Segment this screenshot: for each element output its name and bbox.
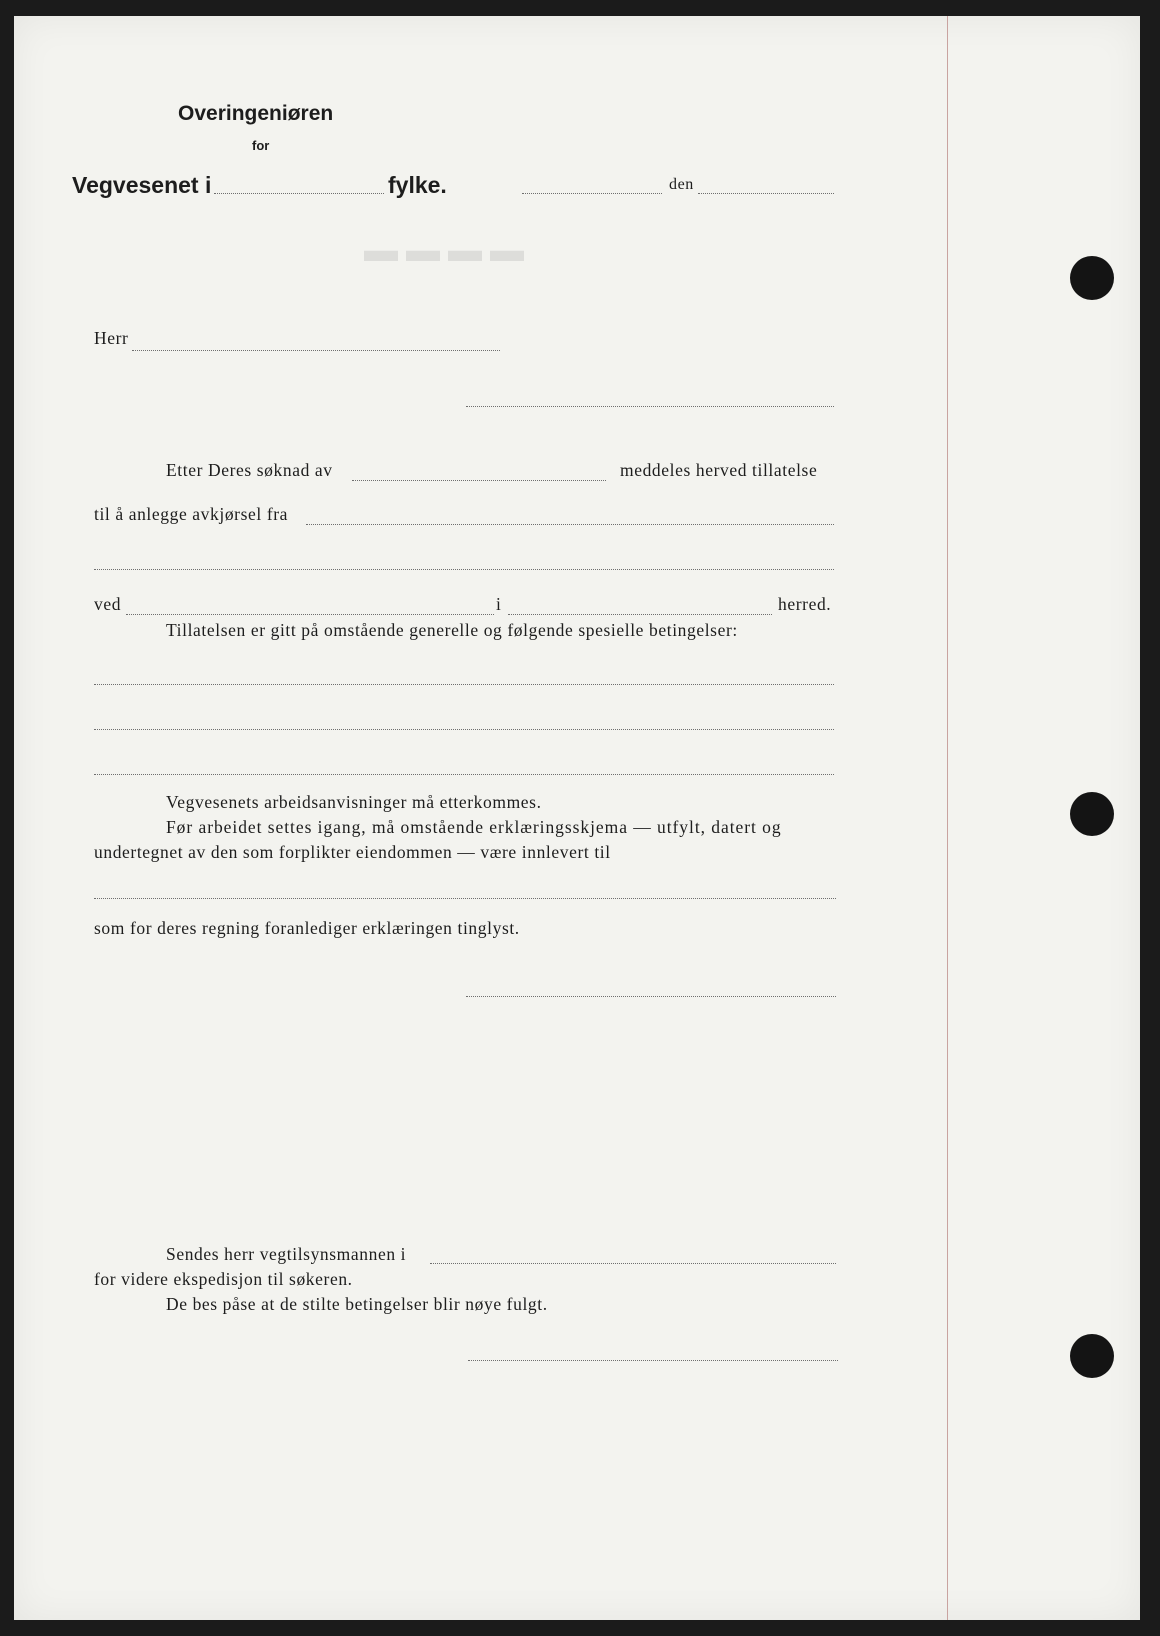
punch-hole-bottom xyxy=(1070,1334,1114,1378)
instruction-line-1: Vegvesenets arbeidsanvisninger må etterkommes. xyxy=(166,792,542,812)
location-suffix: herred. xyxy=(778,594,832,614)
conditions-intro: Tillatelsen er gitt på omstående generelle og følgende spesielle betingelser: xyxy=(166,620,738,640)
location-prefix: ved xyxy=(94,594,122,614)
application-prefix: Etter Deres søknad av xyxy=(166,460,333,480)
signature-line-2[interactable] xyxy=(468,1360,838,1361)
condition-line-2[interactable] xyxy=(94,729,834,730)
access-from-field-cont[interactable] xyxy=(94,569,834,570)
date-field[interactable] xyxy=(698,193,834,194)
forwarding-line-2: for videre ekspedisjon til søkeren. xyxy=(94,1269,353,1289)
signature-line-1[interactable] xyxy=(466,996,836,997)
form-sheet xyxy=(14,16,1140,1620)
margin-rule xyxy=(947,16,948,1620)
place-field[interactable] xyxy=(522,193,662,194)
page-title: Overingeniøren xyxy=(178,102,334,125)
date-label: den xyxy=(669,176,694,193)
instruction-line-4: som for deres regning foranlediger erklæringen tinglyst. xyxy=(94,918,520,938)
submit-to-field[interactable] xyxy=(94,898,836,899)
instruction-line-3: undertegnet av den som forplikter eiendommen — være innlevert til xyxy=(94,842,611,862)
condition-line-3[interactable] xyxy=(94,774,834,775)
for-label: for xyxy=(252,138,270,153)
office-suffix: fylke. xyxy=(388,172,447,198)
county-field[interactable] xyxy=(214,193,384,194)
location-middle: i xyxy=(496,594,502,614)
bleed-through-mark: ▬▬▬▬ xyxy=(364,232,532,269)
addressee-name-field[interactable] xyxy=(132,350,500,351)
application-suffix: meddeles herved tillatelse xyxy=(620,460,818,480)
district-field[interactable] xyxy=(508,614,772,615)
forwarding-line-1: Sendes herr vegtilsynsmannen i xyxy=(166,1244,407,1264)
access-line: til å anlegge avkjørsel fra xyxy=(94,504,289,524)
punch-hole-middle xyxy=(1070,792,1114,836)
road-field[interactable] xyxy=(126,614,494,615)
inspector-district-field[interactable] xyxy=(430,1263,836,1264)
application-date-field[interactable] xyxy=(352,480,606,481)
access-from-field[interactable] xyxy=(306,524,834,525)
punch-hole-top xyxy=(1070,256,1114,300)
condition-line-1[interactable] xyxy=(94,684,834,685)
addressee-address-field[interactable] xyxy=(466,406,834,407)
addressee-label: Herr xyxy=(94,328,129,348)
instruction-line-2: Før arbeidet settes igang, må omstående erklæringsskjema — utfylt, datert og xyxy=(166,817,782,837)
forwarding-line-3: De bes påse at de stilte betingelser blir nøye fulgt. xyxy=(166,1294,548,1314)
office-label: Vegvesenet i xyxy=(72,172,212,198)
